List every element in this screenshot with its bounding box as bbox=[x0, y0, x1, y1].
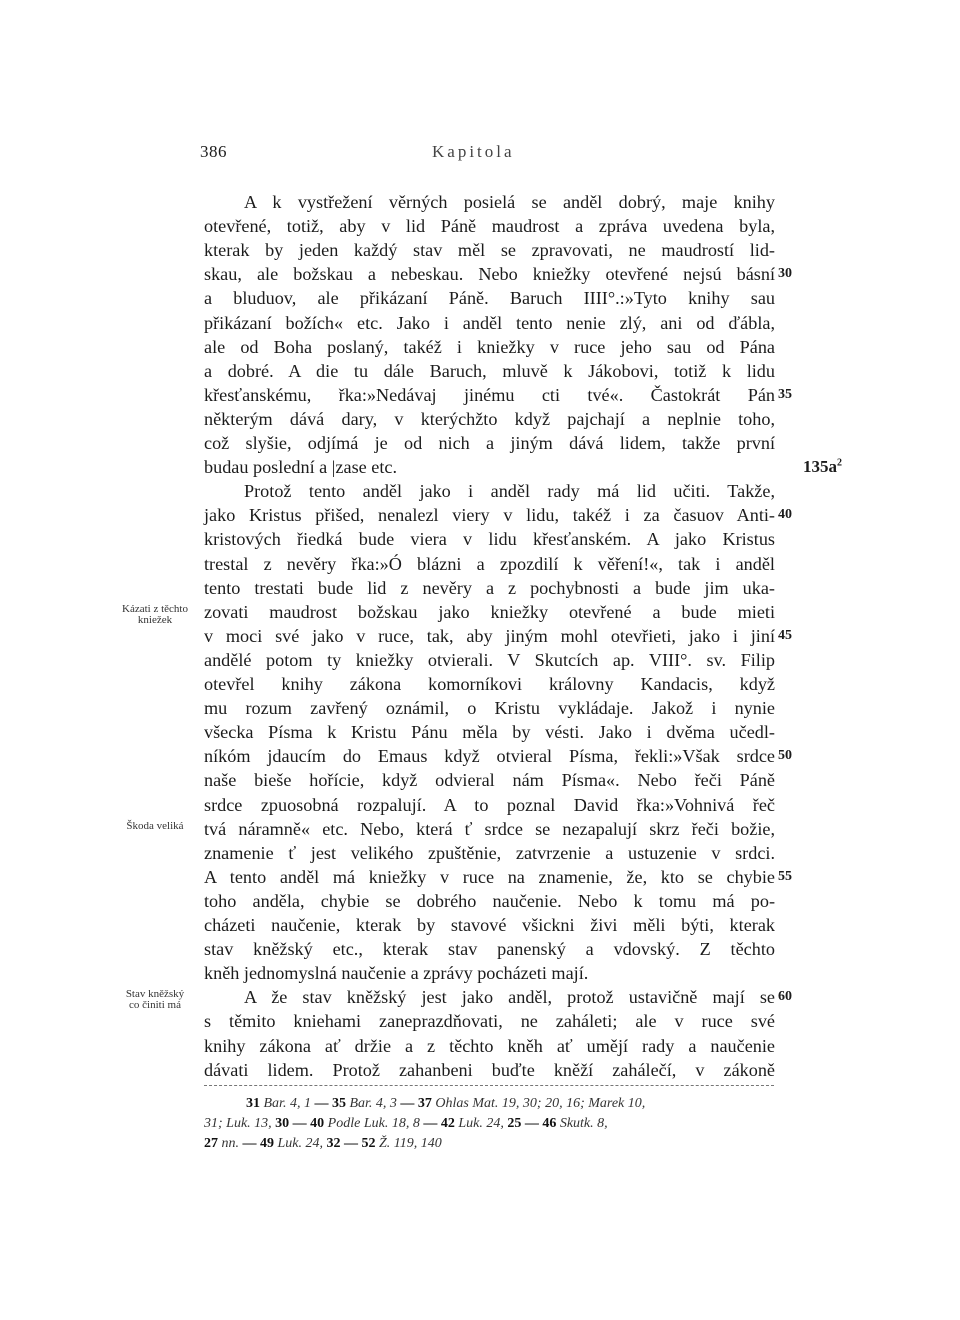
text-line: zovati maudrost božskau jako kniežky otevřené a bude mieti bbox=[204, 601, 775, 622]
margin-note-line: co činiti má bbox=[129, 999, 181, 1012]
line-number: 55 bbox=[778, 868, 792, 884]
text-line: budau poslední a |zase etc. bbox=[204, 457, 398, 478]
footnote-separator bbox=[204, 1085, 774, 1086]
footnote-line: 27 nn. — 49 Luk. 24, 32 — 52 Ž. 119, 140 bbox=[204, 1136, 442, 1151]
text-line: trestal z nevěry řka:»Ó blázni a zpozdilí k věření!«, tak i anděl bbox=[204, 553, 775, 574]
margin-note bbox=[110, 821, 200, 832]
margin-note bbox=[110, 604, 200, 626]
footnote-line: 31 Bar. 4, 1 — 35 Bar. 4, 3 — 37 Ohlas Mat. 19, 30; 20, 16; Marek 10, bbox=[246, 1096, 646, 1111]
text-line: A tento anděl má kniežky v ruce na znamenie, že, kto se chybie bbox=[204, 866, 775, 887]
text-line: dávati lidem. Protož zahanbeni buďte kněží zahálečí, v zákoně bbox=[204, 1059, 775, 1080]
line-number: 40 bbox=[778, 507, 792, 523]
folio-marker-text: 135a bbox=[803, 457, 837, 476]
text-line: a dobré. A die tu dále Baruch, mluvě k Jákobovi, totiž k lidu bbox=[204, 360, 775, 381]
text-line: tento trestati bude lid z nevěry a z pochybnosti a bude jim uka- bbox=[204, 577, 775, 598]
footnote-line: 31; Luk. 13, 30 — 40 Podle Luk. 18, 8 — 42 Luk. 24, 25 — 46 Skutk. 8, bbox=[204, 1116, 608, 1131]
text-line: níkóm jdaucím do Emaus když otvieral Písma, řekli:»Však srdce bbox=[204, 746, 775, 767]
text-line: A k vystřežení věrných posielá se anděl dobrý, maje knihy bbox=[244, 192, 775, 212]
text-line: otevřené, totiž, aby v lid Páně maudrost a zpráva uvedena byla, bbox=[204, 216, 775, 237]
text-line: a bluduov, ale přikázaní Páně. Baruch IIII°.:»Tyto knihy sau bbox=[204, 288, 775, 309]
folio-marker bbox=[803, 457, 842, 477]
page-number: 386 bbox=[200, 142, 227, 161]
text-line: což slyšie, odjímá je od nich a jiným dává lidem, takže první bbox=[204, 433, 775, 453]
text-line: cházeti naučenie, kterak by stavové všickni živi měli býti, kterak bbox=[204, 915, 775, 935]
text-line: kristových řiedká bude viera v lidu křesťanském. A jako Kristus bbox=[204, 529, 775, 550]
line-number: 45 bbox=[778, 627, 792, 643]
line-number: 30 bbox=[778, 266, 792, 282]
text-line: Protož tento anděl jako i anděl rady má lid učiti. Takže, bbox=[244, 481, 775, 502]
margin-note-line: Kázati z těchto bbox=[122, 602, 188, 615]
folio-marker-sup: 2 bbox=[837, 457, 842, 469]
text-line: znamenie ť jest velikého zpuštěnie, zatvrzenie a ustuzenie v srdci. bbox=[204, 842, 775, 863]
line-number: 35 bbox=[778, 386, 792, 402]
text-line: skau, ale božskau a nebeskau. Nebo kniežky otevřené nejsú básní bbox=[204, 264, 775, 285]
text-line: toho anděla, chybie se dobrého naučenie. Nebo k tomu má po- bbox=[204, 890, 775, 911]
text-line: A že stav kněžský jest jako anděl, protož ustavičně mají se bbox=[244, 987, 775, 1008]
running-head: Kapitola bbox=[432, 142, 515, 161]
text-line: všecka Písma k Kristu Pánu měla by vésti. Jako i dvěma učedl- bbox=[204, 722, 775, 743]
margin-note bbox=[110, 989, 200, 1011]
text-line: ale od Boha poslaný, takéž i kniežky v ruce jeho sau od Pána bbox=[204, 336, 775, 357]
margin-note-line: Stav kněžský bbox=[125, 988, 185, 1001]
text-line: kněh jednomyslná naučenie a zprávy pocházeti mají. bbox=[204, 963, 589, 984]
margin-note-line: Škoda veliká bbox=[126, 819, 184, 832]
text-line: v moci své jako v ruce, tak, aby jiným mohl otevřieti, jako i jiní bbox=[204, 625, 775, 646]
text-line: naše bieše hořície, když odvieral nám Písma«. Nebo řeči Páně bbox=[204, 770, 775, 791]
line-number: 50 bbox=[778, 748, 792, 764]
text-line: křesťanskému, řka:»Nedávaj jinému cti tvé«. Častokrát Pán bbox=[204, 384, 775, 405]
text-line: s těmito kniehami zaneprazdňovati, ne zaháleti; ale v ruce své bbox=[204, 1011, 775, 1032]
text-line: tvá náramně« etc. Nebo, která ť srdce se nezapalují skrz řeči božie, bbox=[204, 818, 775, 839]
text-line: stav kněžský etc., kterak stav panenský a vdovský. Z těchto bbox=[204, 939, 775, 960]
text-line: andělé potom ty kniežky otvierali. V Skutcích ap. VIII°. sv. Filip bbox=[204, 649, 775, 670]
text-line: některým dává dary, v kterýchžto když pajchají a neplnie toho, bbox=[204, 408, 775, 429]
text-line: jako Kristus přišed, nenalezl viery v lidu, takéž i za časuov Anti- bbox=[204, 505, 775, 526]
text-line: knihy zákona ať držie a z těchto kněh ať umějí rady a naučenie bbox=[204, 1035, 775, 1056]
text-line: mu rozum zavřený oznámil, o Kristu vykládaje. Jakož i nynie bbox=[204, 698, 775, 719]
text-line: přikázaní božích« etc. Jako i anděl tento nenie zlý, ani od ďábla, bbox=[204, 312, 775, 333]
line-number: 60 bbox=[778, 989, 792, 1005]
text-line: kterak by jeden každý stav měl se zpravovati, ne maudrostí lid- bbox=[204, 240, 775, 261]
text-line: srdce zpuosobná rozpalují. A to poznal David řka:»Vohnivá řeč bbox=[204, 794, 775, 815]
text-line: otevřel knihy zákona komorníkovi královny Kandacis, když bbox=[204, 674, 775, 694]
margin-note-line: kniežek bbox=[137, 613, 173, 626]
